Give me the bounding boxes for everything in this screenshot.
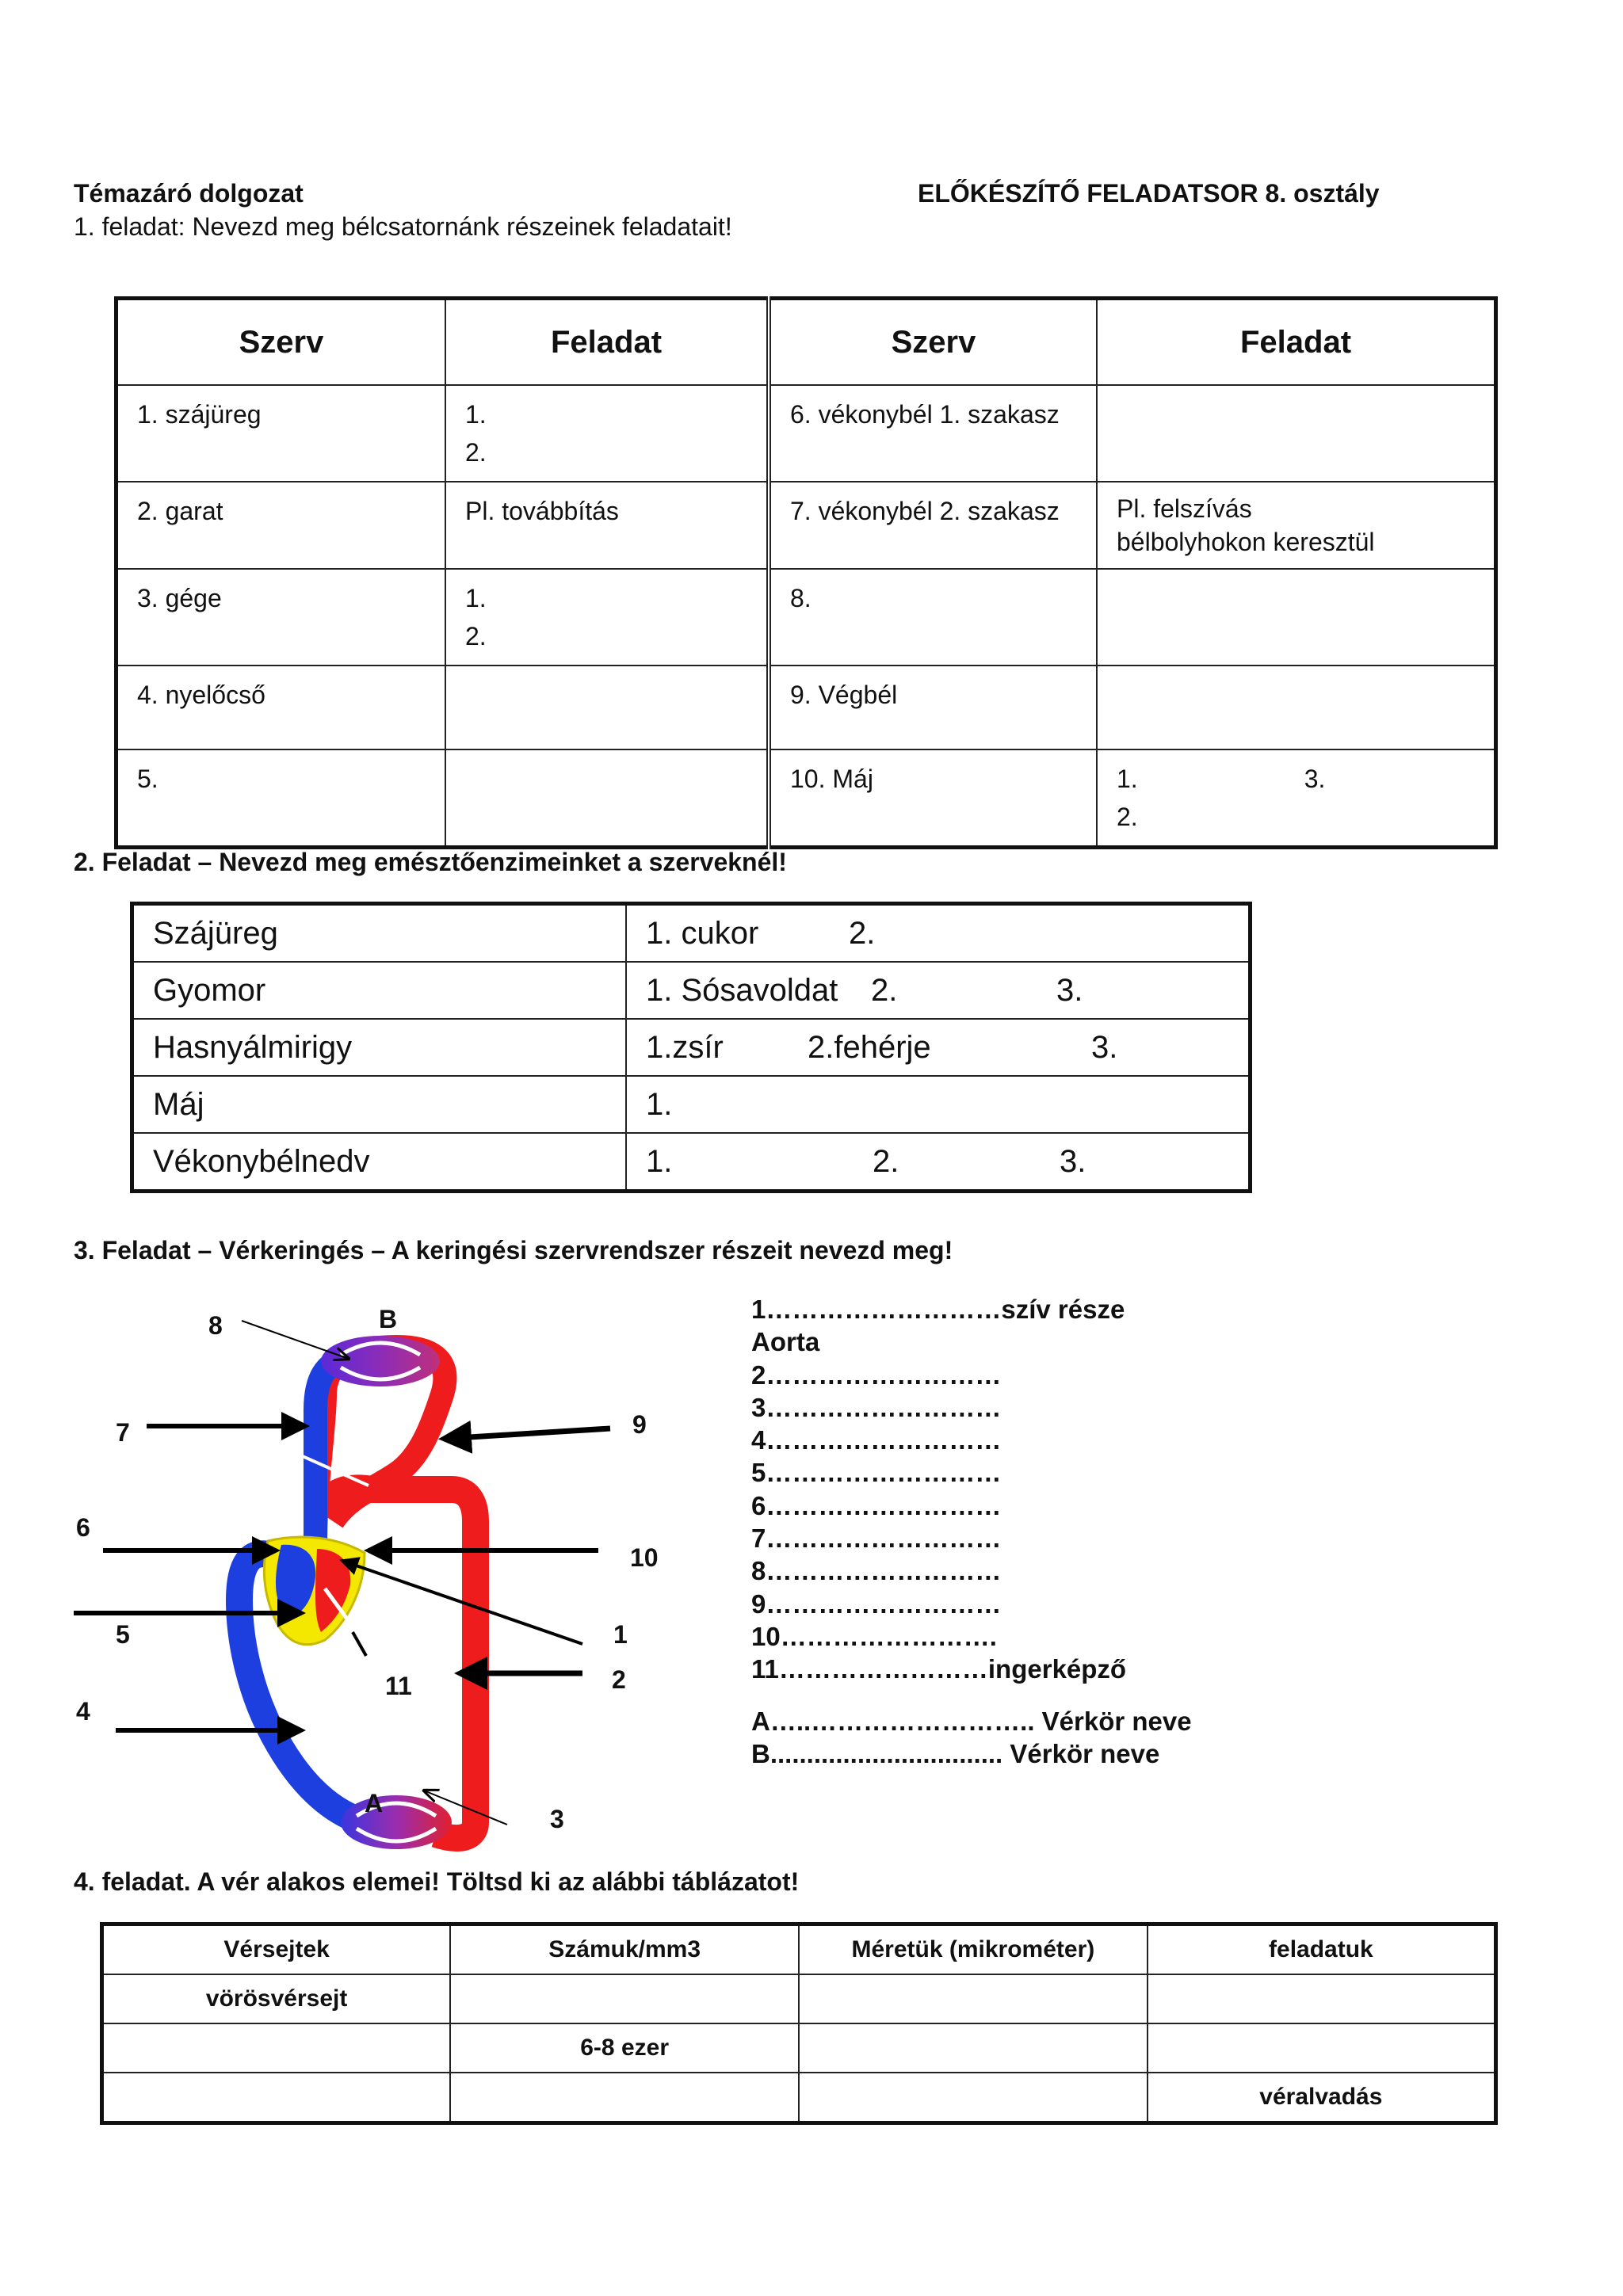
- table-cell[interactable]: [799, 2073, 1148, 2123]
- list-item: Aorta: [751, 1327, 820, 1357]
- col-header: Méretük (mikrométer): [799, 1924, 1148, 1975]
- col-header: Vérsejtek: [102, 1924, 451, 1975]
- task-cell[interactable]: Pl. továbbítás: [445, 482, 769, 569]
- table-row: [116, 666, 1496, 749]
- blood-cells-table: [100, 1922, 1498, 2125]
- task3-title: 3. Feladat – Vérkeringés – A keringési szervrendszer részeit nevezd meg!: [74, 1236, 953, 1264]
- col-header: Szerv: [116, 299, 446, 386]
- table-cell[interactable]: [799, 1974, 1148, 2023]
- organ-cell: 1. szájüreg: [116, 385, 446, 482]
- list-item[interactable]: 10…………………….: [751, 1621, 997, 1651]
- task1-instruction: 1. feladat: Nevezd meg bélcsatornánk részeinek feladatait!: [74, 212, 732, 241]
- task-cell[interactable]: 1. 3. 2.: [1097, 749, 1496, 848]
- table-row: [102, 2023, 1496, 2073]
- col-header: feladatuk: [1148, 1924, 1496, 1975]
- enzyme-cell[interactable]: 1. Sósavoldat 2. 3.: [626, 962, 1251, 1019]
- table-cell[interactable]: 6-8 ezer: [450, 2023, 799, 2073]
- organ-cell: Vékonybélnedv: [132, 1133, 627, 1192]
- label-B: B: [379, 1305, 398, 1333]
- organ-cell: Máj: [132, 1076, 627, 1133]
- table-cell[interactable]: [450, 1974, 799, 2023]
- table-row: [132, 1076, 1251, 1133]
- table-row: [116, 385, 1496, 482]
- enzyme-cell[interactable]: 1. cukor 2.: [626, 904, 1251, 963]
- task-cell[interactable]: Pl. felszívás bélbolyhokon keresztül: [1097, 482, 1496, 569]
- task-cell[interactable]: 1. 2.: [445, 569, 769, 666]
- label-10: 10: [630, 1543, 659, 1572]
- list-item[interactable]: B................................ Vérkör neve: [751, 1738, 1160, 1768]
- label-6: 6: [76, 1513, 90, 1542]
- list-item[interactable]: 8………………………: [751, 1556, 1002, 1586]
- table-cell[interactable]: [450, 2073, 799, 2123]
- label-A: A: [365, 1789, 384, 1817]
- organ-cell: 8.: [769, 569, 1097, 666]
- table-row: [116, 749, 1496, 848]
- task-cell[interactable]: [1097, 385, 1496, 482]
- list-item[interactable]: 11……………………ingerképző: [751, 1654, 1127, 1684]
- table-row: [132, 1019, 1251, 1076]
- table-row: [132, 962, 1251, 1019]
- enzyme-cell[interactable]: 1.: [626, 1076, 1251, 1133]
- task4-title: 4. feladat. A vér alakos elemei! Töltsd ki az alábbi táblázatot!: [74, 1867, 800, 1896]
- col-header: Szerv: [769, 299, 1097, 386]
- circulation-diagram: [63, 1283, 697, 1854]
- list-item[interactable]: 3………………………: [751, 1392, 1002, 1422]
- label-7: 7: [116, 1418, 130, 1447]
- list-item[interactable]: 9………………………: [751, 1589, 1002, 1619]
- label-4: 4: [76, 1697, 90, 1726]
- organ-cell: 6. vékonybél 1. szakasz: [769, 385, 1097, 482]
- task-cell[interactable]: 1. 2.: [445, 385, 769, 482]
- label-3: 3: [550, 1805, 564, 1833]
- organ-cell: Hasnyálmirigy: [132, 1019, 627, 1076]
- enzymes-table: [130, 902, 1252, 1193]
- header-right-title: ELŐKÉSZÍTŐ FELADATSOR 8. osztály: [918, 179, 1380, 208]
- list-item[interactable]: A…..…………………….. Vérkör neve: [751, 1706, 1192, 1736]
- list-item[interactable]: 5………………………: [751, 1458, 1002, 1488]
- label-8: 8: [208, 1311, 223, 1340]
- list-item[interactable]: 6………………………: [751, 1490, 1002, 1520]
- table-cell[interactable]: [1148, 2023, 1496, 2073]
- organ-cell: 2. garat: [116, 482, 446, 569]
- list-item[interactable]: 4………………………: [751, 1425, 1002, 1455]
- table-row: [116, 569, 1496, 666]
- table-row: [116, 482, 1496, 569]
- enzyme-cell[interactable]: 1.zsír 2.fehérje 3.: [626, 1019, 1251, 1076]
- organ-cell: Szájüreg: [132, 904, 627, 963]
- label-2: 2: [612, 1665, 626, 1694]
- task2-title: 2. Feladat – Nevezd meg emésztőenzimeinket a szerveknél!: [74, 848, 787, 876]
- table-row: [132, 904, 1251, 963]
- task-cell[interactable]: [1097, 569, 1496, 666]
- list-item[interactable]: 1………………………szív része: [751, 1295, 1125, 1324]
- label-11: 11: [385, 1672, 412, 1700]
- label-1: 1: [613, 1620, 628, 1649]
- organ-cell: 9. Végbél: [769, 666, 1097, 749]
- list-item[interactable]: 7………………………: [751, 1524, 1002, 1554]
- table-cell[interactable]: véralvadás: [1148, 2073, 1496, 2123]
- table-row: [132, 1133, 1251, 1192]
- col-header: Számuk/mm3: [450, 1924, 799, 1975]
- label-5: 5: [116, 1620, 130, 1649]
- header-left-title: Témazáró dolgozat: [74, 179, 304, 208]
- organ-cell: 4. nyelőcső: [116, 666, 446, 749]
- label-9: 9: [632, 1410, 647, 1439]
- organ-cell: Gyomor: [132, 962, 627, 1019]
- enzyme-cell[interactable]: 1. 2. 3.: [626, 1133, 1251, 1192]
- table-cell[interactable]: [102, 2023, 451, 2073]
- table-row: [102, 1974, 1496, 2023]
- col-header: Feladat: [1097, 299, 1496, 386]
- digestive-organs-table: [114, 296, 1498, 849]
- table-cell[interactable]: vörösvérsejt: [102, 1974, 451, 2023]
- col-header: Feladat: [445, 299, 769, 386]
- table-cell[interactable]: [1148, 1974, 1496, 2023]
- organ-cell: 3. gége: [116, 569, 446, 666]
- list-item[interactable]: 2………………………: [751, 1360, 1002, 1390]
- task-cell[interactable]: [445, 666, 769, 749]
- table-cell[interactable]: [102, 2073, 451, 2123]
- answer-list: [751, 1293, 1192, 1770]
- table-row: [102, 2073, 1496, 2123]
- table-cell[interactable]: [799, 2023, 1148, 2073]
- organ-cell: 5.: [116, 749, 446, 848]
- organ-cell: 7. vékonybél 2. szakasz: [769, 482, 1097, 569]
- task-cell[interactable]: [445, 749, 769, 848]
- organ-cell: 10. Máj: [769, 749, 1097, 848]
- task-cell[interactable]: [1097, 666, 1496, 749]
